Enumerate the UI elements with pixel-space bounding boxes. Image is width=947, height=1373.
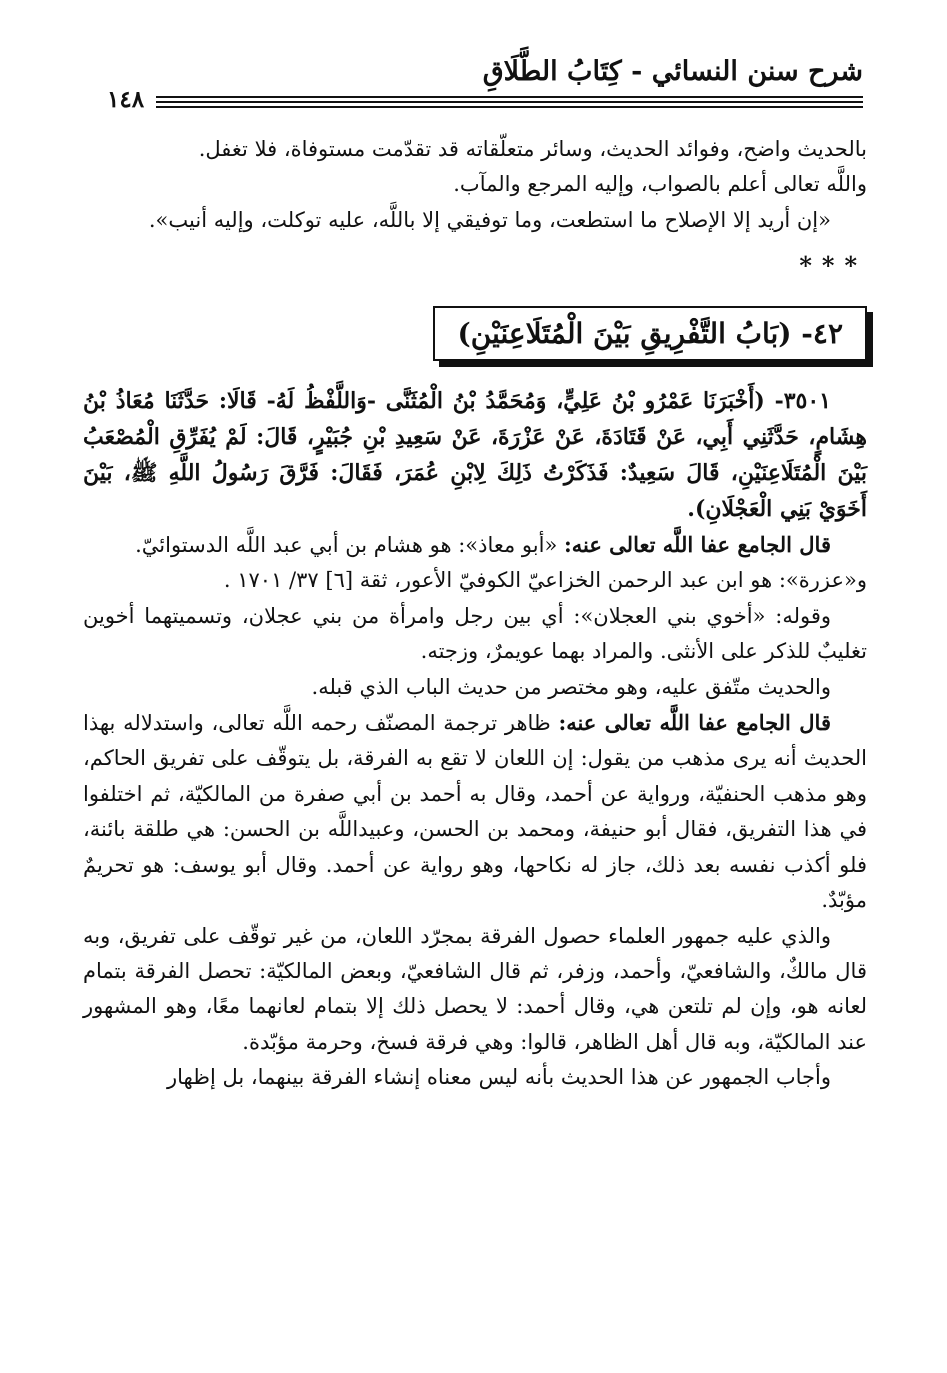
- commentary-text: ظاهر ترجمة المصنّف رحمه اللَّه تعالى، واستدلاله بهذا الحديث أنه يرى مذهب من يقول: إن اللعان لا تقع به الفرقة، بل يتوقّف على تفريق الحاكم، وهو مذهب الحنفيّة، ورواية عن أحمد، وقال به أحمد بن أبي صفرة من المالكيّة، ثم اختلفوا في هذا التفريق، فقال أبو حنيفة، ومحمد بن الحسن، وعبيداللَّه بن الحسن: هي طلقة بائنة، فلو أكذب نفسه بعد ذلك، جاز له نكاحها، وهو رواية عن أحمد. وقال أبو يوسف: هو تحريمٌ مؤبّدٌ.: [83, 711, 867, 913]
- header-rule-line: [95, 96, 863, 98]
- commentary-paragraph: وأجاب الجمهور عن هذا الحديث بأنه ليس معناه إنشاء الفرقة بينهما، بل إظهار: [167, 1065, 831, 1090]
- commentary-paragraph: وقوله: «أخوي بني العجلان»: أي بين رجل وامرأة من بني عجلان، وتسميتهما أخوين تغليبٌ للذكر على الأنثى. والمراد بهما عويمرٌ، وزجته.: [83, 603, 867, 664]
- page-body: [83, 132, 867, 1096]
- commentary-lead: قال الجامع عفا اللَّه تعالى عنه:: [558, 710, 831, 736]
- commentary-paragraph: [83, 705, 867, 918]
- page-header: [95, 56, 863, 113]
- commentary-paragraph: والذي عليه جمهور العلماء حصول الفرقة بمجرّد اللعان، من غير توقّف على تفريق، وبه قال مالكٌ، والشافعيّ، وأحمد، وزفر، ثم قال الشافعيّ، وبعض المالكيّة: تحصل الفرقة بتمام لعانه هو، وإن لم تلتعن هي، وقال أحمد: لا يحصل ذلك إلا بتمام لعانهما معًا، وهو المشهور عند المالكيّة، وبه قال أهل الظاهر، قالوا: وهي فرقة فسخ، وحرمة مؤبّدة.: [83, 923, 867, 1054]
- section-separator: ***: [799, 251, 867, 281]
- commentary-lead: قال الجامع عفا اللَّه تعالى عنه:: [563, 532, 831, 558]
- commentary-text: «أبو معاذ»: هو هشام بن أبي عبد اللَّه الدستوائيّ.: [135, 533, 564, 558]
- running-title: شرح سنن النسائي - كِتَابُ الطَّلَاقِ: [482, 56, 863, 87]
- hadith-block: [83, 383, 867, 527]
- page-number: ١٤٨: [95, 86, 156, 113]
- chapter-heading-wrap: [83, 306, 867, 361]
- header-rule: [95, 96, 863, 108]
- commentary-paragraph: [83, 527, 867, 563]
- header-rule-line: [95, 101, 863, 103]
- hadith-text: ٣٥٠١- (أَخْبَرَنَا عَمْرُو بْنُ عَلِيٍّ، وَمُحَمَّدُ بْنُ الْمُثَنَّى -وَاللَّفْظُ لَهُ- قَالَا: حَدَّثَنَا مُعَاذُ بْنُ هِشَامٍ، حَدَّثَنِي أَبِي، عَنْ قَتَادَةَ، عَنْ عَزْرَةَ، عَنْ سَعِيدِ بْنِ جُبَيْرٍ، قَالَ: لَمْ يُفَرِّقِ الْمُصْعَبُ بَيْنَ الْمُتَلَاعِنَيْنِ، قَالَ سَعِيدٌ: فَذَكَرْتُ ذَلِكَ لِابْنِ عُمَرَ، فَقَالَ: فَرَّقَ رَسُولُ اللَّهِ ﷺ، بَيْنَ أَخَوَيْ بَنِي الْعَجْلَانِ).: [83, 388, 867, 523]
- chapter-title: ٤٢- (بَابُ التَّفْرِيقِ بَيْنَ الْمُتَلَاعِنَيْنِ): [433, 306, 867, 361]
- intro-quote: «إن أريد إلا الإصلاح ما استطعت، وما توفيقي إلا باللَّه، عليه توكلت، وإليه أنيب».: [148, 207, 831, 232]
- commentary-paragraph: والحديث متّفق عليه، وهو مختصر من حديث الباب الذي قبله.: [311, 674, 831, 699]
- commentary-paragraph: و«عزرة»: هو ابن عبد الرحمن الخزاعيّ الكوفيّ الأعور، ثقة [٦] ٣٧/ ١٧٠١ .: [223, 568, 867, 593]
- intro-paragraph: واللَّه تعالى أعلم بالصواب، وإليه المرجع والمآب.: [453, 172, 867, 197]
- header-rule-line: [95, 106, 863, 108]
- intro-paragraph: بالحديث واضح، وفوائد الحديث، وسائر متعلّقاته قد تقدّمت مستوفاة، فلا تغفل.: [198, 137, 867, 161]
